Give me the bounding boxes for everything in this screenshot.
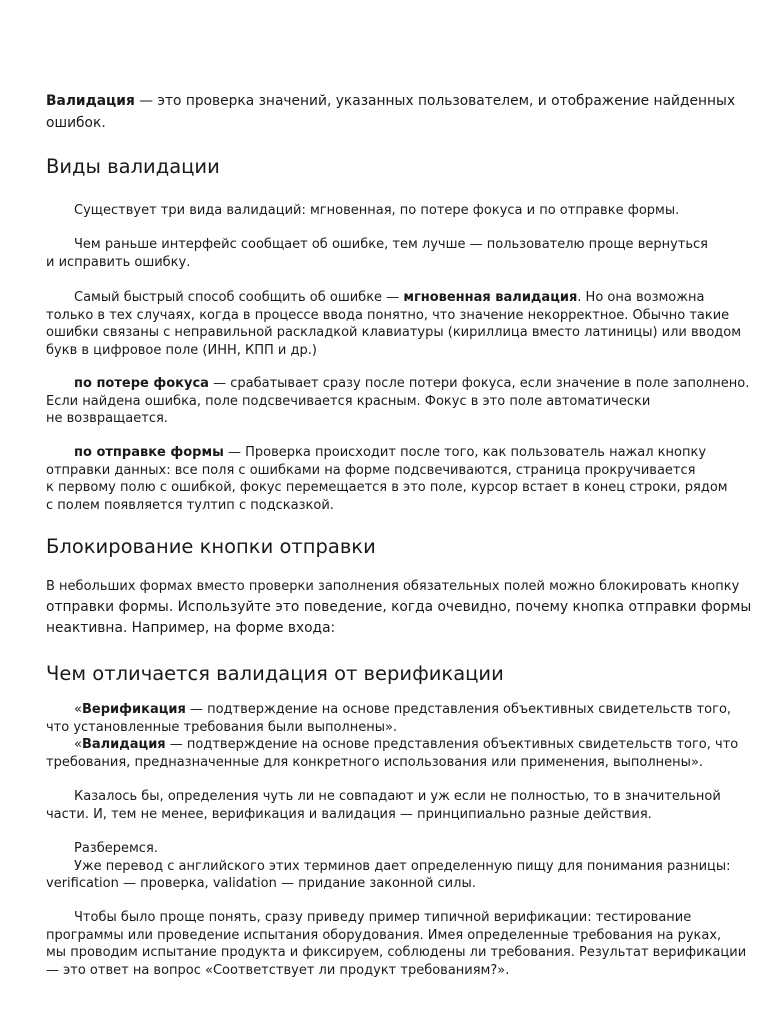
instant-validation-term: мгновенная валидация (403, 290, 578, 305)
error-early-paragraph: Чем раньше интерфейс сообщает об ошибке, тем лучше — пользователю проще вернуться и исправить ошибку. (46, 237, 708, 270)
comparison-paragraph: Казалось бы, определения чуть ли не совпадают и уж если не полностью, то в значительной части. И, тем не менее, верификация и валидация — принципиально разные действия. (46, 789, 721, 822)
heading-validation-vs-verification: Чем отличается валидация от верификации (46, 662, 504, 685)
verification-definition: «Верификация — подтверждение на основе представления объективных свидетельств того, что установленные требования были выполнены». (46, 702, 732, 735)
submit-validation-term: по отправке формы (74, 445, 224, 460)
validation-term: Валидация (81, 737, 166, 752)
validation-definition: «Валидация — подтверждение на основе представления объективных свидетельств того, что требования, предназначенные для конкретного использования или применения, выполнены». (46, 737, 739, 770)
verification-term: Верификация (81, 702, 186, 717)
intro-line1: — это проверка значений, указанных пользователем, и отображение найденных (134, 93, 736, 109)
intro-paragraph (46, 90, 736, 134)
submit-blocking-paragraph: В небольших формах вместо проверки заполнения обязательных полей можно блокировать кнопку отправки формы. Используйте это поведение, когда очевидно, почему кнопка отправки формы неактивна. Например, на форме входа: (46, 579, 752, 636)
intro-line2: ошибок. (46, 115, 106, 131)
blur-validation-term: по потере фокуса (74, 376, 209, 391)
instant-validation-paragraph: Самый быстрый способ сообщить об ошибке — мгновенная валидация. Но она возможна только в тех случаях, когда в процессе ввода понятно, что значение некорректное. Обычно такие ошибки связаны с неправильной раскладкой клавиатуры (кириллица вместо латиницы) или вводом букв в цифровое поле (ИНН, КПП и др.) (46, 290, 742, 358)
verification-example-paragraph: Чтобы было проще понять, сразу приведу пример типичной верификации: тестирование программы или проведение испытания оборудования. Имея определенные требования на руках, мы проводим испытание продукта и фиксируем, соблюдены ли требования. Результат верификации — это ответ на вопрос «Соответствует ли продукт требованиям?». (46, 910, 747, 978)
blur-validation-paragraph: по потере фокуса — срабатывает сразу после потери фокуса, если значение в поле заполнено. Если найдена ошибка, поле подсвечивается красным. Фокус в это поле автоматически не возвращается. (46, 376, 750, 426)
intro-term: Валидация (46, 93, 135, 109)
translation-paragraph: Разберемся. Уже перевод с английского этих терминов дает определенную пищу для понимания разницы: verification — проверка, validation — придание законной силы. (46, 841, 731, 891)
submit-validation-paragraph: по отправке формы — Проверка происходит после того, как пользователь нажал кнопку отправки данных: все поля с ошибками на форме подсвечиваются, страница прокручивается к первому полю с ошибкой, фокус перемещается в это поле, курсор встает в конец строки, рядом с полем появляется тултип с подсказкой. (46, 445, 728, 513)
heading-submit-blocking: Блокирование кнопки отправки (46, 535, 376, 558)
types-paragraph: Существует три вида валидаций: мгновенная, по потере фокуса и по отправке формы. (74, 203, 680, 218)
heading-validation-types: Виды валидации (46, 155, 220, 178)
